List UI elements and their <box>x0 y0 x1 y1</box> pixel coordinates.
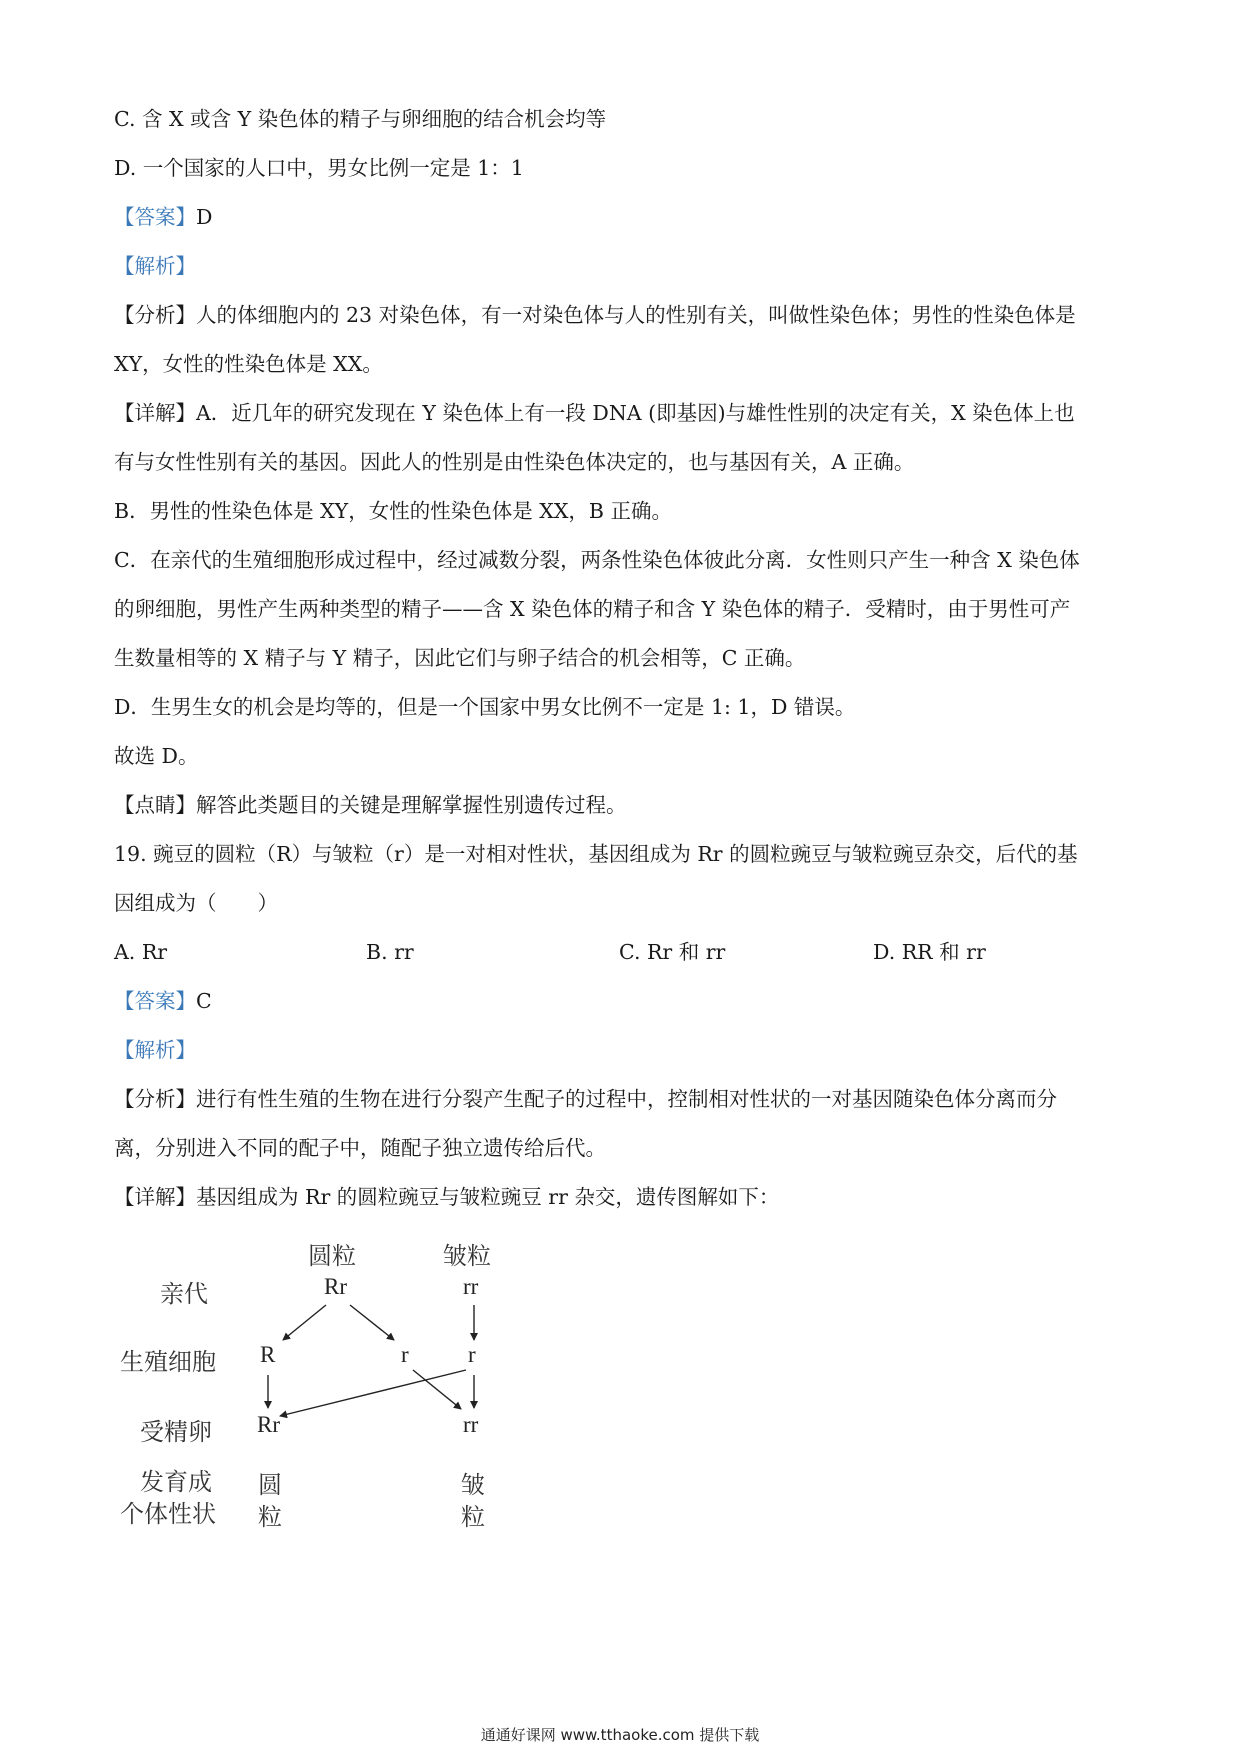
trait-wrinkled-2: 粒 <box>461 1503 485 1531</box>
paragraph-detail-6: 生数量相等的 X 精子与 Y 精子，因此它们与卵子结合的机会相等，C 正确。 <box>114 646 806 670</box>
option-b: B. rr <box>366 940 414 964</box>
row-label-gamete: 生殖细胞 <box>120 1348 216 1376</box>
row-label-zygote: 受精卵 <box>140 1418 212 1446</box>
row-label-trait-1: 发育成 <box>140 1468 212 1496</box>
gamete-small-r-1: r <box>401 1342 409 1367</box>
zygote-rr-small: rr <box>463 1412 479 1437</box>
header-wrinkled: 皱粒 <box>443 1242 491 1270</box>
header-round: 圆粒 <box>308 1242 356 1270</box>
paragraph-analysis-2: XY，女性的性染色体是 XX。 <box>114 352 383 376</box>
paragraph-detail-4: C．在亲代的生殖细胞形成过程中，经过减数分裂，两条性染色体彼此分离．女性则只产生一种含 X 染色体 <box>114 548 1080 572</box>
gamete-small-r-2: r <box>468 1342 476 1367</box>
option-c-prev: C. 含 X 或含 Y 染色体的精子与卵细胞的结合机会均等 <box>114 107 607 131</box>
paragraph-key-point: 【点睛】解答此类题目的关键是理解掌握性别遗传过程。 <box>114 793 627 817</box>
footer-watermark: 通通好课网 www.tthaoke.com 提供下载 <box>480 1726 760 1744</box>
arrow-r2-to-zygote-left <box>280 1370 466 1416</box>
trait-round-1: 圆 <box>258 1471 282 1499</box>
paragraph-analysis-1: 【分析】人的体细胞内的 23 对染色体，有一对染色体与人的性别有关，叫做性染色体；男性的性染色体是 <box>114 303 1076 327</box>
option-c: C. Rr 和 rr <box>619 940 726 964</box>
parent-rr-big: Rr <box>324 1274 347 1299</box>
answer-value: D <box>196 205 213 229</box>
paragraph-detail-2: 有与女性性别有关的基因。因此人的性别是由性染色体决定的，也与基因有关，A 正确。 <box>114 450 915 474</box>
question-19-line-1: 19. 豌豆的圆粒（R）与皱粒（r）是一对相对性状，基因组成为 Rr 的圆粒豌豆与皱粒豌豆杂交，后代的基 <box>114 842 1078 866</box>
answer-value: C <box>196 989 212 1013</box>
arrow-parent-to-r1 <box>350 1305 394 1340</box>
paragraph-analysis-19-1: 【分析】进行有性生殖的生物在进行分裂产生配子的过程中，控制相对性状的一对基因随染色体分离而分 <box>114 1087 1057 1111</box>
zygote-rr-big: Rr <box>257 1412 280 1437</box>
answer-tag: 【答案】 <box>114 989 196 1013</box>
option-d-prev: D. 一个国家的人口中，男女比例一定是 1：1 <box>114 156 524 180</box>
paragraph-conclusion: 故选 D。 <box>114 744 199 768</box>
paragraph-detail-19: 【详解】基因组成为 Rr 的圆粒豌豆与皱粒豌豆 rr 杂交，遗传图解如下： <box>114 1185 780 1209</box>
question-19-line-2: 因组成为（ ） <box>114 891 278 915</box>
arrow-r1-to-zygote-right <box>413 1370 461 1409</box>
trait-wrinkled-1: 皱 <box>461 1471 485 1499</box>
option-d: D. RR 和 rr <box>873 940 986 964</box>
option-a: A. Rr <box>114 940 168 964</box>
analysis-tag-18: 【解析】 <box>114 254 196 278</box>
arrow-parent-to-R <box>283 1305 326 1340</box>
parent-rr-small: rr <box>463 1274 479 1299</box>
trait-round-2: 粒 <box>258 1503 282 1531</box>
paragraph-analysis-19-2: 离，分别进入不同的配子中，随配子独立遗传给后代。 <box>114 1136 606 1160</box>
row-label-trait-2: 个体性状 <box>120 1500 216 1528</box>
row-label-parent: 亲代 <box>160 1280 208 1308</box>
gamete-big-r: R <box>260 1342 276 1367</box>
paragraph-detail-5: 的卵细胞，男性产生两种类型的精子——含 X 染色体的精子和含 Y 染色体的精子．受精时，由于男性可产 <box>114 597 1071 621</box>
analysis-tag-19: 【解析】 <box>114 1038 196 1062</box>
paragraph-detail-1: 【详解】A．近几年的研究发现在 Y 染色体上有一段 DNA (即基因)与雄性性别的决定有关，X 染色体上也 <box>114 401 1075 425</box>
paragraph-detail-7: D．生男生女的机会是均等的，但是一个国家中男女比例不一定是 1: 1，D 错误。 <box>114 695 856 719</box>
paragraph-detail-3: B．男性的性染色体是 XY，女性的性染色体是 XX，B 正确。 <box>114 499 672 523</box>
answer-tag: 【答案】 <box>114 205 196 229</box>
